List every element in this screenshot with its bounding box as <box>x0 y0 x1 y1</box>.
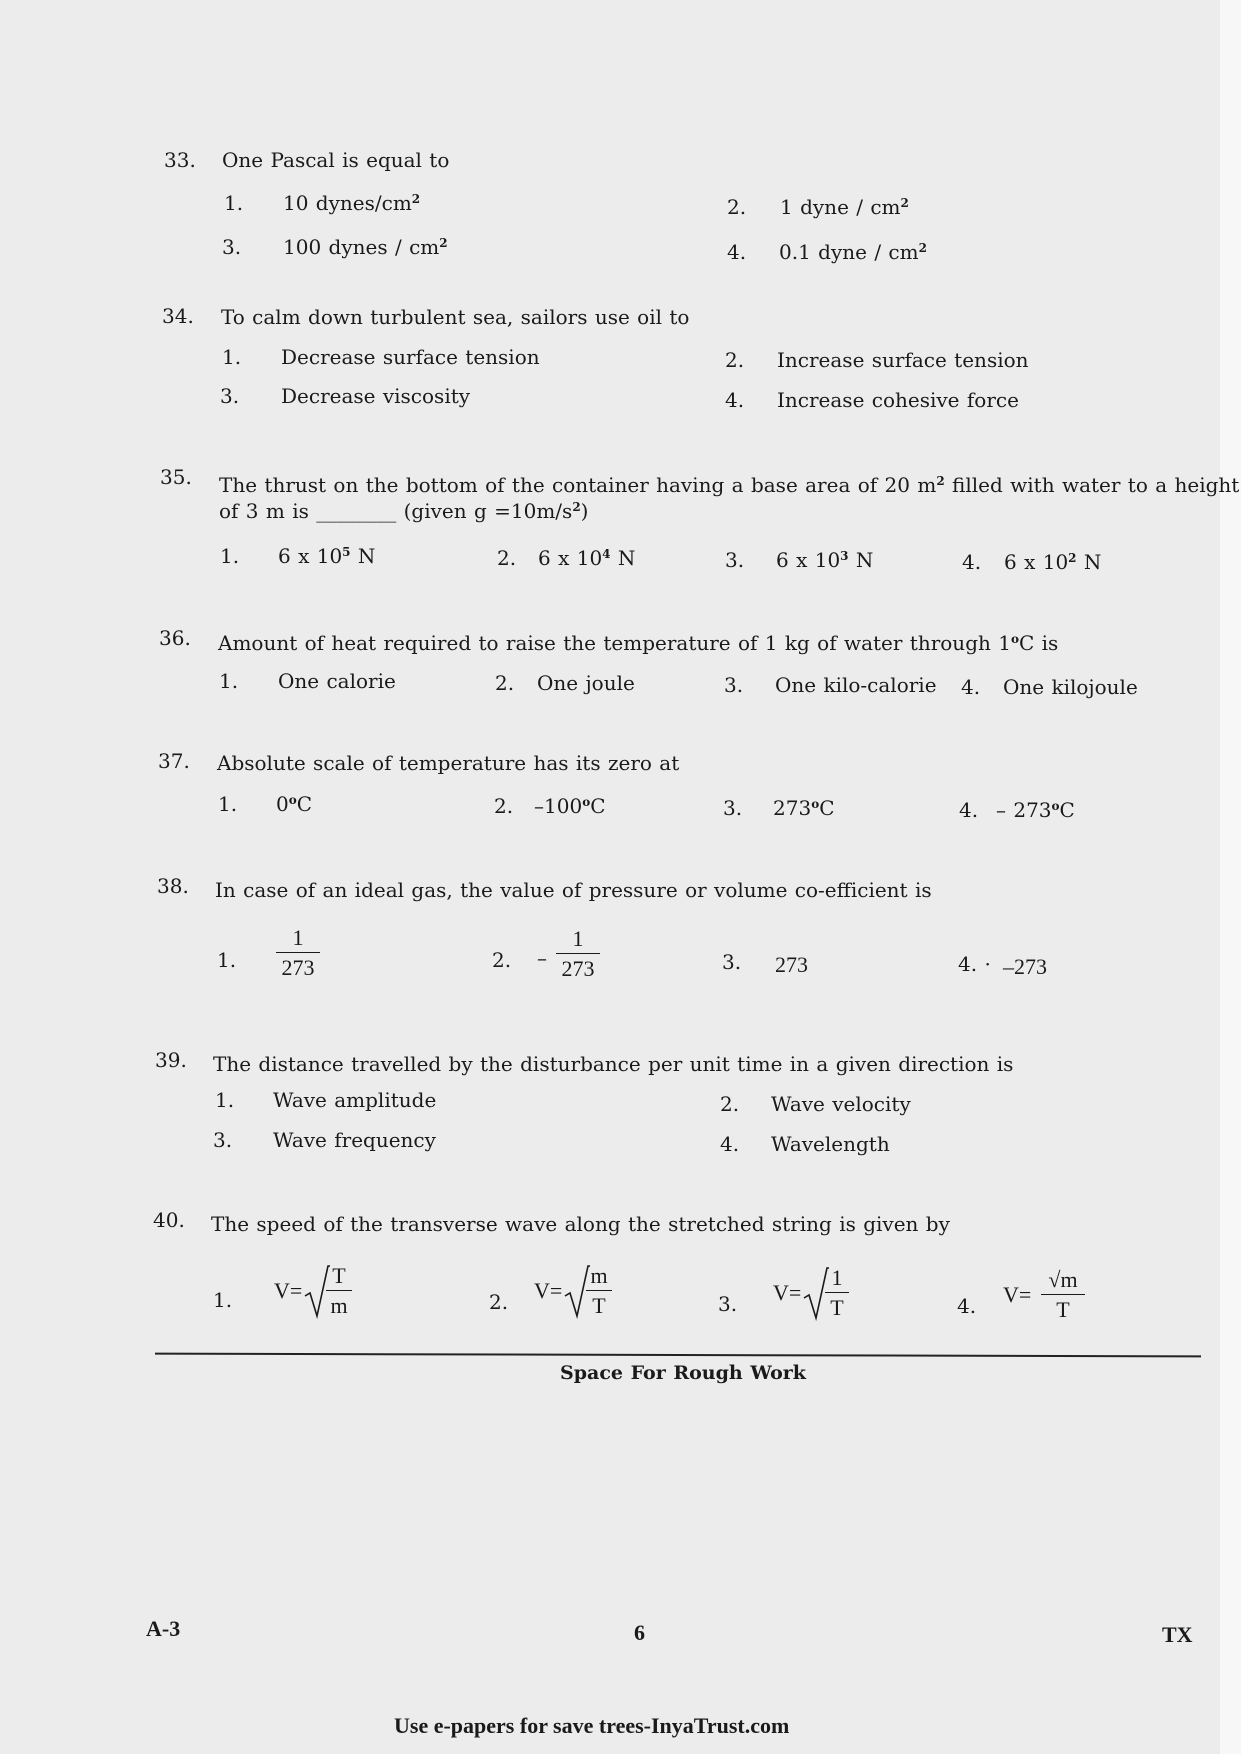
q35-opt4: 6 x $10^2$ N <box>1004 550 1102 574</box>
q37-opt1: 0$^o$C <box>276 792 313 816</box>
q40-opt3-number: 3. <box>718 1292 738 1316</box>
q34-text: To calm down turbulent sea, sailors use oil to <box>221 305 690 329</box>
q33-opt1-number: 1. <box>224 191 244 215</box>
q40-opt4-formula: V= √m T <box>1003 1266 1093 1326</box>
q36-text: Amount of heat required to raise the temperature of 1 kg of water through 1$^o$C is <box>218 631 1059 655</box>
q36-opt4-number: 4. <box>961 675 981 699</box>
q36-opt3: One kilo-calorie <box>775 673 937 697</box>
q36-opt3-number: 3. <box>724 673 744 697</box>
q34-opt2: Increase surface tension <box>777 348 1029 372</box>
q38-opt4-number: 4. · <box>958 952 991 976</box>
q39-number: 39. <box>155 1048 187 1072</box>
q38-number: 38. <box>157 874 189 898</box>
q35-number: 35. <box>160 465 192 489</box>
q36-opt2: One joule <box>537 671 635 695</box>
q35-opt3: 6 x $10^3$ N <box>776 548 874 572</box>
q35-opt2-number: 2. <box>497 546 517 570</box>
q34-opt3: Decrease viscosity <box>281 384 471 408</box>
q34-opt4: Increase cohesive force <box>777 388 1019 412</box>
q36-number: 36. <box>159 626 191 650</box>
booklet-code: A-3 <box>146 1616 181 1641</box>
q37-opt3-number: 3. <box>723 796 743 820</box>
q35-opt1: 6 x $10^5$ N <box>278 544 376 568</box>
q37-opt4: – 273$^o$C <box>996 798 1075 822</box>
q35-opt4-number: 4. <box>962 550 982 574</box>
q40-opt2-formula: V= m T <box>534 1262 614 1322</box>
q38-opt3: 273 <box>775 952 808 977</box>
q40-opt1-number: 1. <box>213 1288 233 1312</box>
q36-opt2-number: 2. <box>495 671 515 695</box>
q37-opt1-number: 1. <box>218 792 238 816</box>
q40-number: 40. <box>153 1208 185 1232</box>
q38-opt1-fraction: 1 273 <box>276 924 320 983</box>
q37-opt3: 273$^o$C <box>773 796 835 820</box>
q38-opt2-fraction: 1 273 <box>556 925 600 984</box>
q36-opt4: One kilojoule <box>1003 675 1138 699</box>
q33-opt2: 1 dyne / $cm^2$ <box>780 195 909 219</box>
q34-opt3-number: 3. <box>220 384 240 408</box>
q39-opt4-number: 4. <box>720 1132 740 1156</box>
q40-opt1-formula: V= T m <box>274 1262 354 1322</box>
q34-opt2-number: 2. <box>725 348 745 372</box>
q39-opt1-number: 1. <box>215 1088 235 1112</box>
q40-opt4-number: 4. <box>957 1294 977 1318</box>
q33-text: One Pascal is equal to <box>222 148 450 172</box>
q39-opt1: Wave amplitude <box>273 1088 437 1112</box>
q37-text: Absolute scale of temperature has its zero at <box>217 751 680 775</box>
q35-opt2: 6 x $10^4$ N <box>538 546 636 570</box>
q35-opt1-number: 1. <box>220 544 240 568</box>
q34-opt1-number: 1. <box>222 345 242 369</box>
page-number: 6 <box>634 1620 645 1645</box>
q33-opt3: 100 dynes / $cm^2$ <box>283 235 448 259</box>
q38-opt1-number: 1. <box>217 948 237 972</box>
q34-opt4-number: 4. <box>725 388 745 412</box>
rough-work-heading: Space For Rough Work <box>560 1362 806 1384</box>
q35-opt3-number: 3. <box>725 548 745 572</box>
q39-opt4: Wavelength <box>771 1132 890 1156</box>
q38-opt2-number: 2. <box>492 948 512 972</box>
q38-text: In case of an ideal gas, the value of pressure or volume co-efficient is <box>215 878 932 902</box>
q33-opt4-number: 4. <box>727 240 747 264</box>
q33-opt2-number: 2. <box>727 195 747 219</box>
q39-opt3-number: 3. <box>213 1128 233 1152</box>
q33-opt1: 10 dynes/$cm^2$ <box>283 191 421 215</box>
q35-blank: ________ <box>316 499 397 523</box>
q37-opt2-number: 2. <box>494 794 514 818</box>
page-edge <box>1220 0 1241 1754</box>
series-code: TX <box>1162 1622 1193 1647</box>
q39-opt2-number: 2. <box>720 1092 740 1116</box>
q39-text: The distance travelled by the disturbance per unit time in a given direction is <box>213 1052 1014 1076</box>
q34-number: 34. <box>162 304 194 328</box>
q38-opt3-number: 3. <box>722 950 742 974</box>
q34-opt1: Decrease surface tension <box>281 345 540 369</box>
q36-opt1-number: 1. <box>219 669 239 693</box>
q40-text: The speed of the transverse wave along the stretched string is given by <box>211 1212 950 1236</box>
q37-opt4-number: 4. <box>959 798 979 822</box>
q33-opt4: 0.1 dyne / $cm^2$ <box>779 240 927 264</box>
q37-opt2: –100$^o$C <box>534 794 606 818</box>
q40-opt3-formula: V= 1 T <box>773 1264 853 1324</box>
q35-text-line1: The thrust on the bottom of the container having a base area of 20 $m^2$ filled with water to a height <box>219 473 1240 497</box>
q33-opt3-number: 3. <box>222 235 242 259</box>
q38-opt4: –273 <box>1003 954 1047 979</box>
q36-opt1: One calorie <box>278 669 396 693</box>
q39-opt3: Wave frequency <box>273 1128 436 1152</box>
q33-number: 33. <box>164 148 196 172</box>
q38-opt2-sign: – <box>537 946 547 970</box>
q37-number: 37. <box>158 749 190 773</box>
watermark-text: Use e-papers for save trees-InyaTrust.com <box>394 1713 790 1738</box>
q39-opt2: Wave velocity <box>771 1092 911 1116</box>
q35-text-line2: of 3 m is ________ (given $g =10m/s^2$) <box>219 499 589 523</box>
q40-opt2-number: 2. <box>489 1290 509 1314</box>
